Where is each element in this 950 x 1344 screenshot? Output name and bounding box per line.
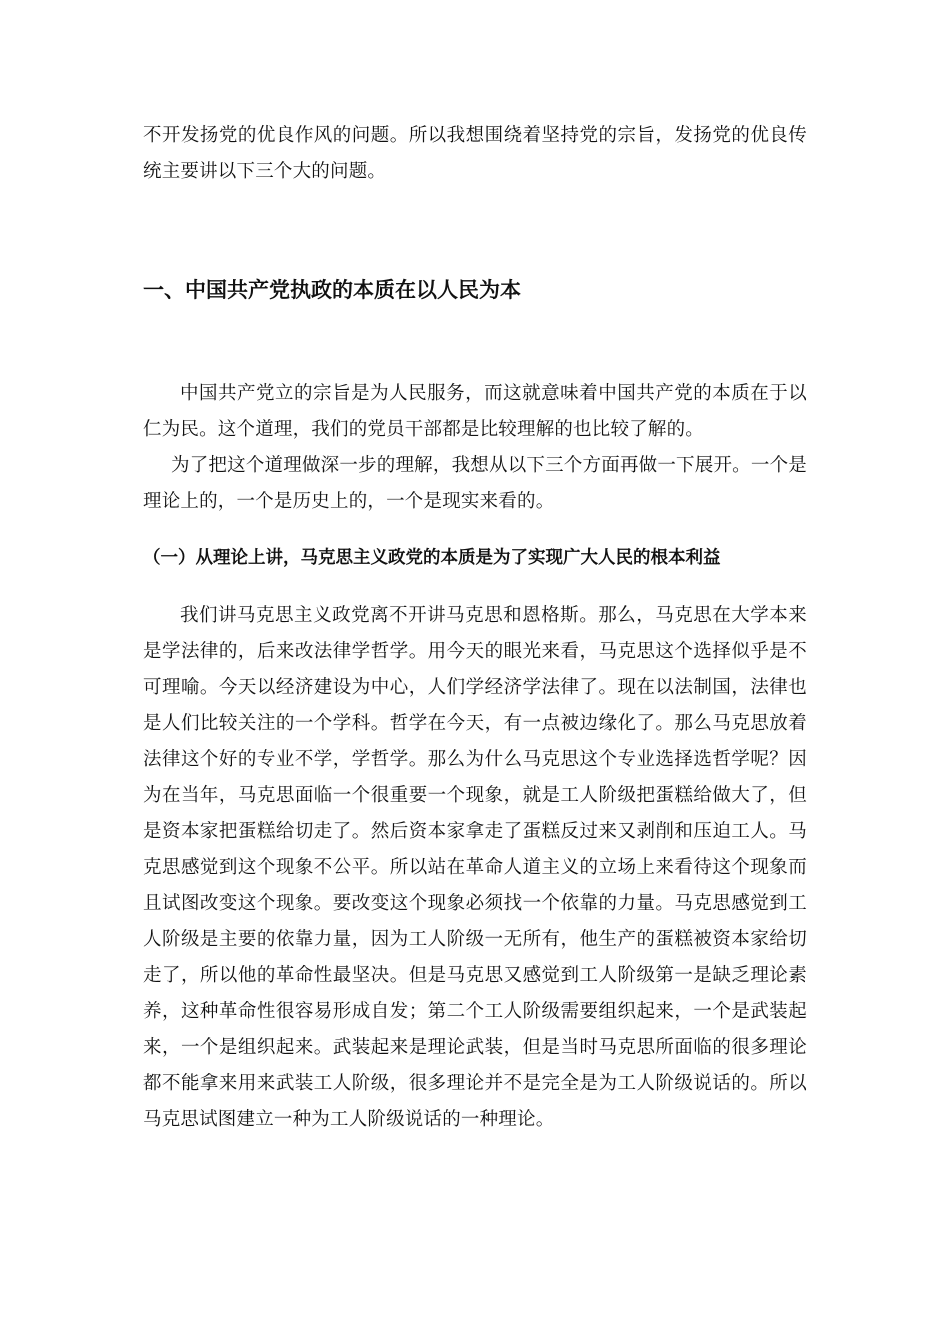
section-heading: 一、中国共产党执政的本质在以人民为本 bbox=[143, 278, 521, 302]
paragraph-2: 为了把这个道理做深一步的理解，我想从以下三个方面再做一下展开。一个是理论上的，一个是历史上的，一个是现实来看的。 bbox=[143, 455, 807, 512]
paragraph-1: 中国共产党立的宗旨是为人民服务，而这就意味着中国共产党的本质在于以仁为民。这个道理，我们的党员干部都是比较理解的也比较了解的。 bbox=[143, 383, 807, 440]
intro-paragraph: 不开发扬党的优良作风的问题。所以我想围绕着坚持党的宗旨，发扬党的优良传统主要讲以下三个大的问题。 bbox=[143, 125, 807, 182]
document-page bbox=[143, 118, 807, 1138]
paragraph-3: 我们讲马克思主义政党离不开讲马克思和恩格斯。那么，马克思在大学本来是学法律的，后来改法律学哲学。用今天的眼光来看，马克思这个选择似乎是不可理喻。今天以经济建设为中心，人们学经济学法律了。现在以法制国，法律也是人们比较关注的一个学科。哲学在今天，有一点被边缘化了。那么马克思放着法律这个好的专业不学，学哲学。那么为什么马克思这个专业选择选哲学呢？因为在当年，马克思面临一个很重要一个现象，就是工人阶级把蛋糕给做大了，但是资本家把蛋糕给切走了。然后资本家拿走了蛋糕反过来又剥削和压迫工人。马克思感觉到这个现象不公平。所以站在革命人道主义的立场上来看待这个现象而且试图改变这个现象。要改变这个现象必须找一个依靠的力量。马克思感觉到工人阶级是主要的依靠力量，因为工人阶级一无所有，他生产的蛋糕被资本家给切走了，所以他的革命性最坚决。但是马克思又感觉到工人阶级第一是缺乏理论素养，这种革命性很容易形成自发；第二个工人阶级需要组织起来，一个是武装起来，一个是组织起来。武装起来是理论武装，但是当时马克思所面临的很多理论都不能拿来用来武装工人阶级，很多理论并不是完全是为工人阶级说话的。所以马克思试图建立一种为工人阶级说话的一种理论。 bbox=[143, 605, 807, 1130]
subsection-heading: （一）从理论上讲，马克思主义政党的本质是为了实现广大人民的根本利益 bbox=[143, 548, 721, 568]
